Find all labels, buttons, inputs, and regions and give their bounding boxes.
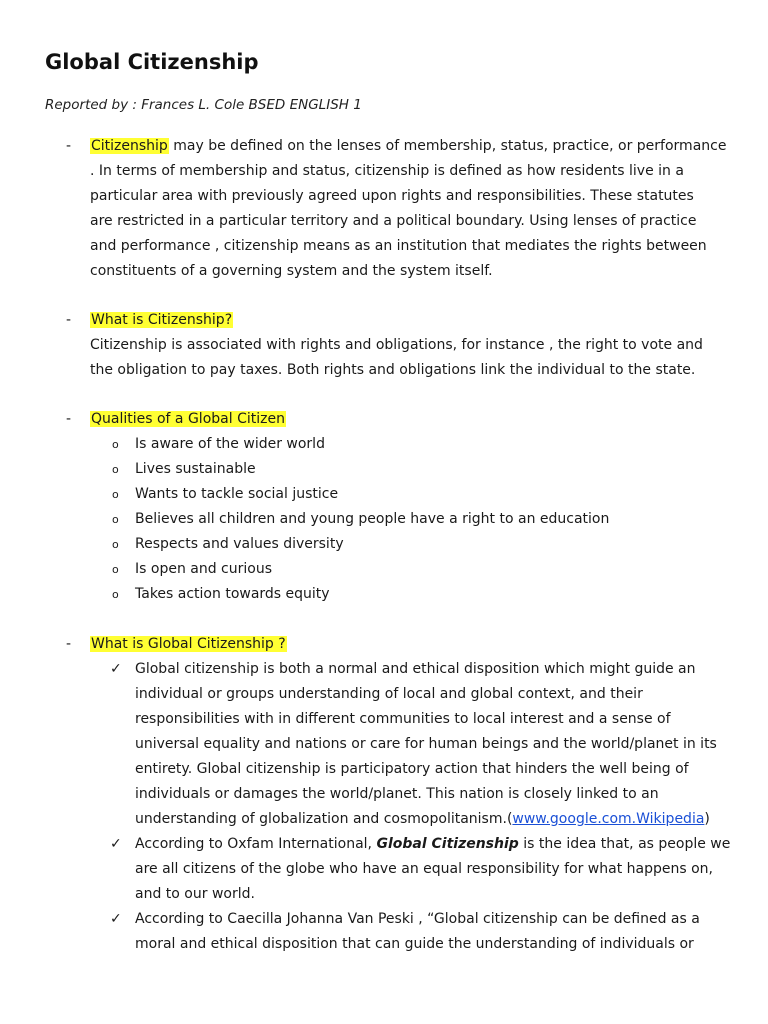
check-item-text xyxy=(135,657,735,832)
line-text: may be defined on the lenses of membership, status, practice, or performance xyxy=(168,138,727,154)
line-text: ) xyxy=(704,811,710,827)
circle-bullet-icon: o xyxy=(112,463,119,476)
highlighted-heading: Citizenship xyxy=(91,138,168,154)
paragraph-line: responsibilities with in different communities to local interest and a sense of xyxy=(135,711,671,727)
circle-bullet-icon: o xyxy=(112,513,119,526)
list-item xyxy=(90,507,734,532)
page-title: Global Citizenship xyxy=(45,50,259,74)
highlighted-heading: What is Global Citizenship ? xyxy=(91,636,286,652)
bullet-dash: - xyxy=(66,138,72,154)
checkmark-icon: ✓ xyxy=(110,661,122,677)
section-heading-line xyxy=(90,407,734,432)
list-item-text: Is open and curious xyxy=(135,561,272,577)
section-content xyxy=(90,134,734,284)
paragraph-line: constituents of a governing system and the system itself. xyxy=(90,263,493,279)
bullet-dash: - xyxy=(66,411,72,427)
circle-bullet-icon: o xyxy=(112,438,119,451)
section-content xyxy=(90,308,734,383)
paragraph-line: individuals or damages the world/planet. This nation is closely linked to an xyxy=(135,786,659,802)
paragraph-line: . In terms of membership and status, citizenship is defined as how residents live in a xyxy=(90,163,684,179)
list-item xyxy=(90,432,734,457)
paragraph-line xyxy=(135,832,735,857)
paragraph-line: entirety. Global citizenship is participatory action that hinders the well being of xyxy=(135,761,689,777)
list-item-text: Respects and values diversity xyxy=(135,536,344,552)
paragraph-line: and to our world. xyxy=(135,886,255,902)
bullet-dash: - xyxy=(66,312,72,328)
paragraph-line: and performance , citizenship means as an institution that mediates the rights between xyxy=(90,238,707,254)
list-item xyxy=(90,457,734,482)
list-item-text: Takes action towards equity xyxy=(135,586,330,602)
checkmark-icon: ✓ xyxy=(110,911,122,927)
list-item-text: Believes all children and young people have a right to an education xyxy=(135,511,610,527)
reporter-line: Reported by : Frances L. Cole BSED ENGLISH 1 xyxy=(45,97,362,113)
paragraph-line: are all citizens of the globe who have an equal responsibility for what happens on, xyxy=(135,861,713,877)
check-item xyxy=(90,907,734,957)
highlighted-heading: What is Citizenship? xyxy=(91,312,233,328)
section-heading-line xyxy=(90,308,734,333)
emphasis-text: Global Citizenship xyxy=(376,836,519,852)
checkmark-icon: ✓ xyxy=(110,836,122,852)
list-item xyxy=(90,482,734,507)
circle-bullet-icon: o xyxy=(112,588,119,601)
line-text: understanding of globalization and cosmopolitanism.( xyxy=(135,811,513,827)
list-item xyxy=(90,532,734,557)
list-item-text: Is aware of the wider world xyxy=(135,436,325,452)
paragraph-line: are restricted in a particular territory and a political boundary. Using lenses of practice xyxy=(90,213,697,229)
section-content xyxy=(90,632,734,957)
line-text: According to Oxfam International, xyxy=(135,836,377,852)
check-item-text xyxy=(135,832,735,907)
circle-bullet-icon: o xyxy=(112,563,119,576)
qualities-list xyxy=(90,432,734,607)
list-item xyxy=(90,557,734,582)
check-item xyxy=(90,832,734,907)
highlighted-heading: Qualities of a Global Citizen xyxy=(91,411,285,427)
paragraph-line: particular area with previously agreed upon rights and responsibilities. These statutes xyxy=(90,188,694,204)
wikipedia-link[interactable]: www.google.com.Wikipedia xyxy=(512,811,705,827)
section-heading-line xyxy=(90,632,734,657)
paragraph-line: Global citizenship is both a normal and ethical disposition which might guide an xyxy=(135,661,696,677)
check-item-text xyxy=(135,907,735,957)
paragraph-line: According to Caecilla Johanna Van Peski , “Global citizenship can be defined as a xyxy=(135,911,700,927)
paragraph-line xyxy=(90,134,734,159)
section-content xyxy=(90,407,734,607)
bullet-dash: - xyxy=(66,636,72,652)
paragraph-line: the obligation to pay taxes. Both rights and obligations link the individual to the state. xyxy=(90,362,696,378)
paragraph-line xyxy=(135,807,735,832)
list-item-text: Wants to tackle social justice xyxy=(135,486,339,502)
check-item xyxy=(90,657,734,832)
paragraph-line: universal equality and nations or care for human beings and the world/planet in its xyxy=(135,736,717,752)
list-item xyxy=(90,582,734,607)
paragraph-line: Citizenship is associated with rights and obligations, for instance , the right to vote and xyxy=(90,337,703,353)
circle-bullet-icon: o xyxy=(112,488,119,501)
circle-bullet-icon: o xyxy=(112,538,119,551)
paragraph-line: individual or groups understanding of local and global context, and their xyxy=(135,686,643,702)
list-item-text: Lives sustainable xyxy=(135,461,256,477)
paragraph-line: moral and ethical disposition that can guide the understanding of individuals or xyxy=(135,936,694,952)
line-text: is the idea that, as people we xyxy=(518,836,731,852)
